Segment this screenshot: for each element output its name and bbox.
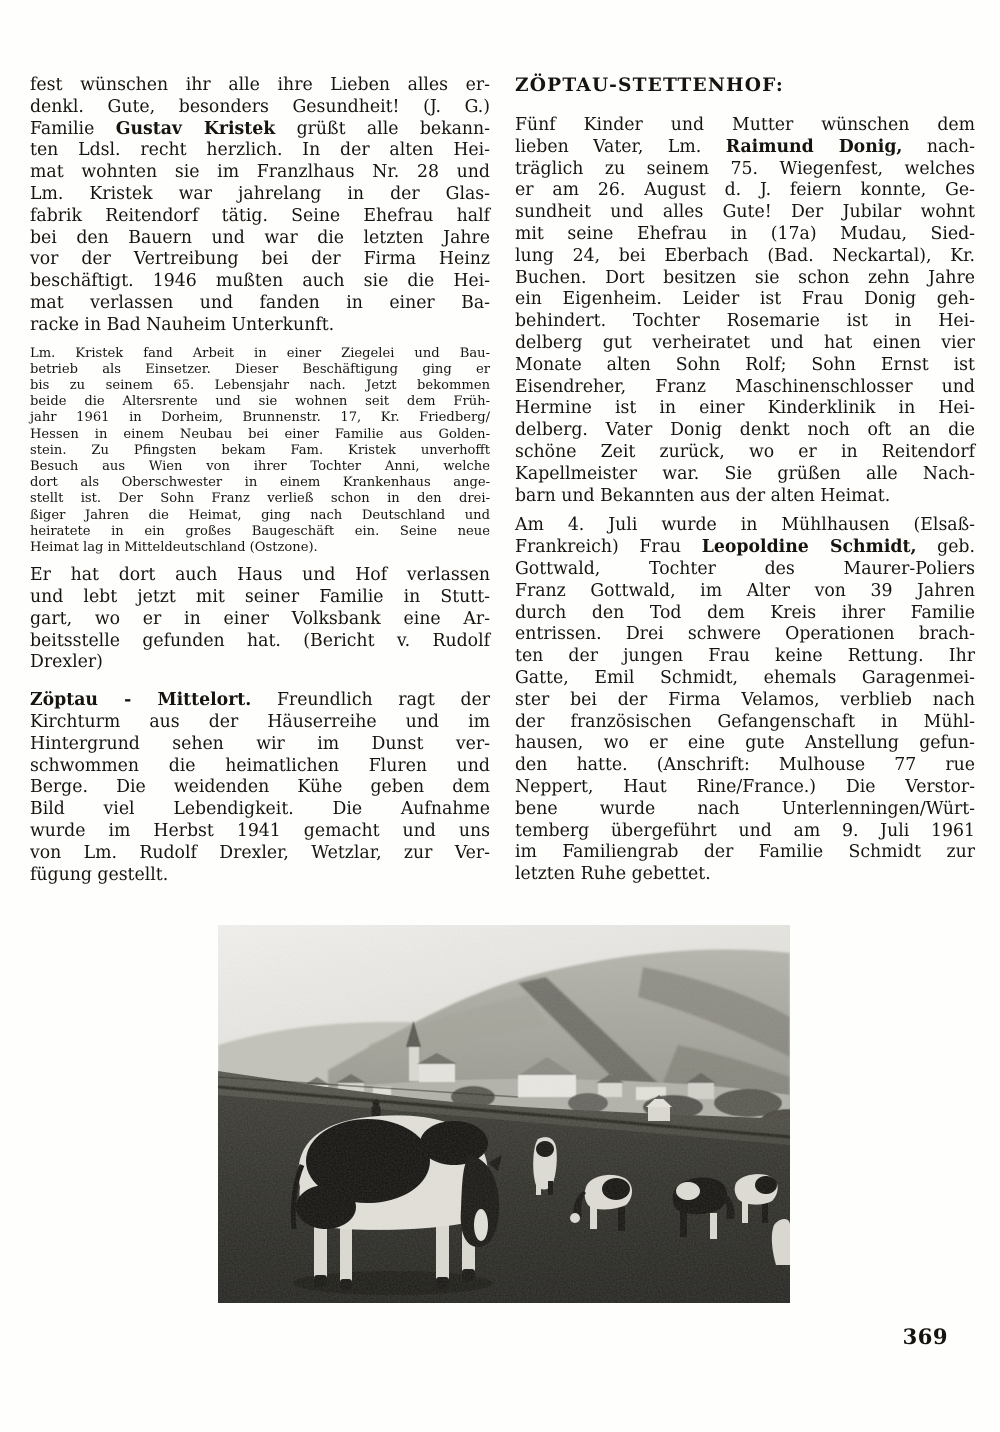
text-line: fügung gestellt. bbox=[30, 864, 169, 885]
text-line: beschäftigt. 1946 mußten auch sie die Hei- bbox=[30, 271, 490, 292]
text-line: ßiger Jahren die Heimat, ging nach Deutschland und bbox=[30, 507, 490, 523]
text-line: fabrik Reitendorf tätig. Seine Ehefrau half bbox=[30, 205, 490, 226]
text-line: der französischen Gefangenschaft in Mühl- bbox=[515, 711, 975, 732]
text-line: schöne Zeit zurück, wo er in Reitendorf bbox=[515, 441, 975, 462]
text-line: Fünf Kinder und Mutter wünschen dem bbox=[515, 115, 975, 135]
text-line: Eisendreher, Franz Maschinenschlosser und bbox=[515, 376, 975, 397]
text-line: ten der jungen Frau keine Rettung. Ihr bbox=[515, 646, 975, 667]
text-line: Frankreich) Frau Leopoldine Schmidt, geb. bbox=[515, 537, 975, 558]
kristek-details-paragraph bbox=[30, 346, 490, 557]
text-line: mat wohnten sie im Franzlhaus Nr. 28 und bbox=[30, 162, 490, 183]
text-line: Hessen in einem Neubau bei einer Familie aus Golden- bbox=[30, 426, 490, 442]
text-line: schwommen die heimatlichen Fluren und bbox=[30, 755, 490, 776]
text-line: durch den Tod dem Kreis ihrer Familie bbox=[515, 602, 975, 623]
text-line: Er hat dort auch Haus und Hof verlassen bbox=[30, 565, 490, 586]
text-line: Heimat lag in Mitteldeutschland (Ostzone). bbox=[30, 540, 318, 555]
text-line: jahr 1961 in Dorheim, Brunnenstr. 17, Kr. Friedberg/ bbox=[30, 410, 490, 426]
text-line: delberg. Vater Donig denkt noch oft an die bbox=[515, 420, 975, 441]
text-line: bis zu seinem 65. Lebensjahr nach. Jetzt bekommen bbox=[30, 377, 490, 393]
text-line: stein. Zu Pfingsten bekam Fam. Kristek unverhofft bbox=[30, 442, 490, 458]
text-line: beitsstelle gefunden hat. (Bericht v. Rudolf bbox=[30, 630, 490, 651]
text-line: Gatte, Emil Schmidt, ehemals Garagenmei- bbox=[515, 667, 975, 688]
text-line: dort als Oberschwester in einem Krankenhaus ange- bbox=[30, 475, 490, 491]
left-column bbox=[30, 75, 490, 886]
text-line: Besuch aus Wien von ihrer Tochter Anni, welche bbox=[30, 458, 490, 474]
text-line: vor der Vertreibung bei der Firma Heinz bbox=[30, 249, 490, 270]
section-heading-zoeptau-stettenhof: ZÖPTAU-STETTENHOF: bbox=[515, 75, 784, 96]
text-line: den hatte. (Anschrift: Mulhouse 77 rue bbox=[515, 755, 975, 776]
text-line: heiratete in ein großes Baugeschäft ein. Seine neue bbox=[30, 523, 490, 539]
text-line: behindert. Tochter Rosemarie ist in Hei- bbox=[515, 311, 975, 332]
zoeptau-mittelort-paragraph bbox=[30, 690, 490, 886]
text-line: Neppert, Haut Rine/France.) Die Verstor- bbox=[515, 776, 975, 797]
donig-birthday-paragraph bbox=[515, 115, 975, 507]
text-line: temberg übergeführt und am 9. Juli 1961 bbox=[515, 820, 975, 841]
text-line: entrissen. Drei schwere Operationen brach- bbox=[515, 624, 975, 645]
text-line: Lm. Kristek fand Arbeit in einer Ziegelei und Bau- bbox=[30, 345, 490, 361]
text-line: bene wurde nach Unterlenningen/Würt- bbox=[515, 798, 975, 819]
text-line: gart, wo er in einer Volksbank eine Ar- bbox=[30, 608, 490, 629]
text-line: letzten Ruhe gebettet. bbox=[515, 864, 711, 885]
text-line: Buchen. Dort besitzen sie schon zehn Jahre bbox=[515, 267, 975, 288]
schmidt-obituary-paragraph bbox=[515, 515, 975, 886]
text-line: denkl. Gute, besonders Gesundheit! (J. G.) bbox=[30, 96, 490, 117]
text-line: Hermine ist in einer Kinderklinik in Hei- bbox=[515, 398, 975, 419]
text-line: betrieb als Einsetzer. Dieser Beschäftigung ging er bbox=[30, 361, 490, 377]
text-line: Monate alten Sohn Rolf; Sohn Ernst ist bbox=[515, 354, 975, 375]
pasture-photo-svg bbox=[218, 925, 790, 1303]
text-line: träglich zu seinem 75. Wiegenfest, welches bbox=[515, 158, 975, 179]
text-line: wurde im Herbst 1941 gemacht und uns bbox=[30, 820, 490, 841]
text-line: racke in Bad Nauheim Unterkunft. bbox=[30, 314, 335, 335]
text-line: Drexler) bbox=[30, 652, 103, 673]
text-line: lung 24, bei Eberbach (Bad. Neckartal), Kr. bbox=[515, 245, 975, 266]
text-line: Lm. Kristek war jahrelang in der Glas- bbox=[30, 183, 490, 204]
photo-grain-overlay bbox=[218, 925, 790, 1303]
text-line: mit seine Ehefrau in (17a) Mudau, Sied- bbox=[515, 223, 975, 244]
text-line: Kapellmeister war. Sie grüßen alle Nach- bbox=[515, 463, 975, 484]
text-columns bbox=[30, 75, 975, 886]
kristek-greeting-paragraph bbox=[30, 75, 490, 337]
page-number: 369 bbox=[902, 1324, 948, 1349]
text-line: bei den Bauern und war die letzten Jahre bbox=[30, 227, 490, 248]
text-line: Kirchturm aus der Häuserreihe und im bbox=[30, 711, 490, 732]
franz-stuttgart-paragraph bbox=[30, 565, 490, 674]
village-pasture-photo bbox=[218, 925, 790, 1303]
text-line: ster bei der Firma Velamos, verblieb nach bbox=[515, 689, 975, 710]
right-column bbox=[515, 75, 975, 886]
text-line: barn und Bekannten aus der alten Heimat. bbox=[515, 485, 891, 506]
text-line: Familie Gustav Kristek grüßt alle bekann- bbox=[30, 118, 490, 139]
text-line: delberg gut verheiratet und hat einen vier bbox=[515, 332, 975, 353]
text-line: beide die Altersrente und sie wohnen seit dem Früh- bbox=[30, 394, 490, 410]
text-line: Franz Gottwald, im Alter von 39 Jahren bbox=[515, 580, 975, 601]
text-line: im Familiengrab der Familie Schmidt zur bbox=[515, 842, 975, 863]
text-line: Gottwald, Tochter des Maurer-Poliers bbox=[515, 558, 975, 579]
text-line: ten Ldsl. recht herzlich. In der alten Hei- bbox=[30, 140, 490, 161]
text-line: von Lm. Rudolf Drexler, Wetzlar, zur Ver- bbox=[30, 842, 490, 863]
text-line: ein Eigenheim. Leider ist Frau Donig geh- bbox=[515, 289, 975, 310]
text-line: Berge. Die weidenden Kühe geben dem bbox=[30, 777, 490, 798]
text-line: mat verlassen und fanden in einer Ba- bbox=[30, 292, 490, 313]
text-line: hausen, wo er eine gute Anstellung gefun- bbox=[515, 733, 975, 754]
text-line: Zöptau - Mittelort. Freundlich ragt der bbox=[30, 690, 490, 711]
text-line: Bild viel Lebendigkeit. Die Aufnahme bbox=[30, 799, 490, 820]
text-line: Am 4. Juli wurde in Mühlhausen (Elsaß- bbox=[515, 515, 975, 536]
text-line: fest wünschen ihr alle ihre Lieben alles er- bbox=[30, 75, 490, 95]
text-line: Hintergrund sehen wir im Dunst ver- bbox=[30, 733, 490, 754]
text-line: und lebt jetzt mit seiner Familie in Stutt- bbox=[30, 587, 490, 607]
text-line: sundheit und alles Gute! Der Jubilar wohnt bbox=[515, 202, 975, 223]
text-line: er am 26. August d. J. feiern konnte, Ge- bbox=[515, 180, 975, 201]
text-line: lieben Vater, Lm. Raimund Donig, nach- bbox=[515, 136, 976, 157]
text-line: stellt ist. Der Sohn Franz verließ schon in den drei- bbox=[30, 491, 490, 507]
